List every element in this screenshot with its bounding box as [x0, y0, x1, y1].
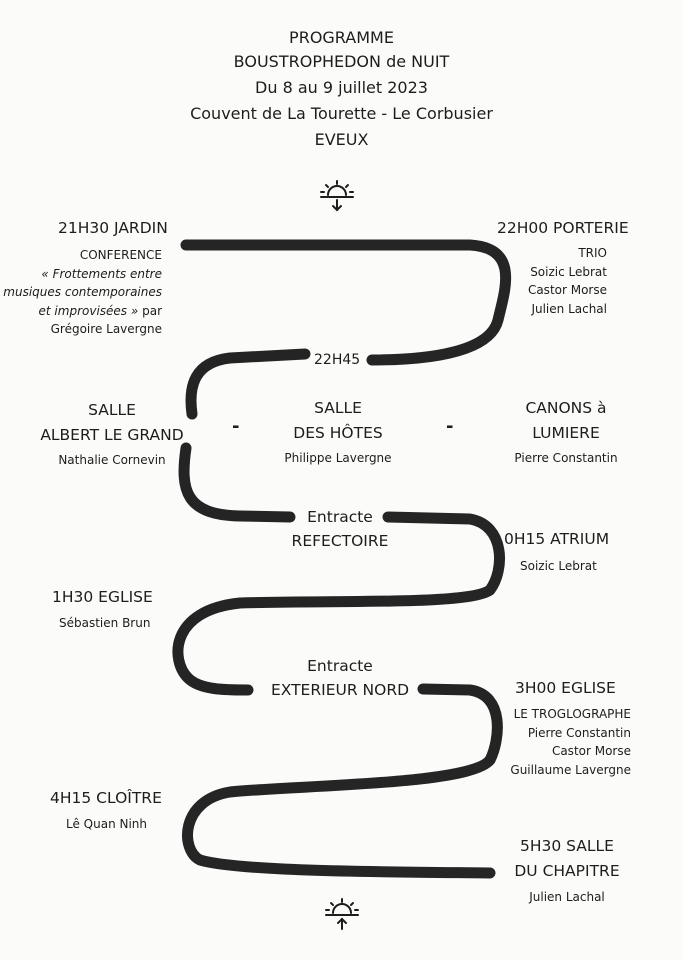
event-jardin-line2: « Frottements entre	[41, 266, 162, 281]
event-hotes-line2: DES HÔTES	[293, 424, 383, 442]
separator-1: -	[232, 416, 240, 437]
event-canons-line2: LUMIERE	[532, 424, 600, 442]
event-chapitre-artist: Julien Lachal	[529, 890, 605, 904]
event-jardin-type: CONFERENCE	[79, 248, 162, 262]
event-jardin-title: 21H30 JARDIN	[58, 219, 168, 237]
event-eglise1-artist: Sébastien Brun	[59, 616, 151, 630]
event-porterie-artist-1: Soizic Lebrat	[530, 264, 607, 279]
event-cloitre-artist: Lê Quan Ninh	[66, 817, 148, 831]
event-atrium-artist: Soizic Lebrat	[520, 559, 597, 573]
event-albert	[12, 398, 212, 470]
event-canons-line1: CANONS à	[525, 399, 607, 417]
event-eglise2-title: 3H00 EGLISE	[515, 679, 616, 697]
event-chapitre-line1: 5H30 SALLE	[520, 837, 614, 855]
event-porterie-artist-3: Julien Lachal	[531, 301, 607, 316]
event-albert-artist: Nathalie Cornevin	[58, 453, 166, 467]
entracte-refectoire-label: Entracte	[307, 508, 373, 526]
entracte-refectoire	[240, 505, 440, 553]
event-porterie-type: TRIO	[578, 246, 607, 260]
event-hotes-line1: SALLE	[314, 399, 362, 417]
event-cloitre-title: 4H15 CLOÎTRE	[50, 789, 162, 807]
event-canons-artist: Pierre Constantin	[514, 451, 618, 465]
path-segment-1	[186, 245, 506, 360]
event-porterie-desc	[528, 244, 607, 318]
event-jardin-line4-italic: et improvisées »	[38, 303, 139, 318]
entracte-exterieur-label: Entracte	[307, 657, 373, 675]
event-jardin-line4-rest: par	[138, 303, 162, 318]
event-jardin-speaker: Grégoire Lavergne	[50, 322, 162, 336]
event-albert-line1: SALLE	[88, 401, 136, 419]
path-segment-5	[188, 689, 498, 873]
sunrise-icon	[322, 896, 362, 932]
header-venue: Couvent de La Tourette - Le Corbusier	[190, 104, 493, 123]
event-porterie-artist-2: Castor Morse	[527, 283, 607, 297]
event-hotes-artist: Philippe Lavergne	[284, 451, 392, 465]
entracte-exterieur-place: EXTERIEUR NORD	[270, 681, 410, 699]
header-subtitle: BOUSTROPHEDON de NUIT	[233, 52, 450, 71]
event-jardin-line4	[3, 302, 162, 321]
header-title: PROGRAMME	[289, 28, 394, 47]
event-eglise2-desc	[510, 705, 631, 779]
separator-2: -	[446, 416, 454, 437]
header-dates: Du 8 au 9 juillet 2023	[255, 78, 428, 97]
event-chapitre-line2: DU CHAPITRE	[514, 862, 620, 880]
event-hotes	[238, 396, 438, 468]
event-atrium-title: 0H15 ATRIUM	[504, 530, 610, 548]
event-eglise2-ensemble: LE TROGLOGRAPHE	[513, 707, 631, 721]
entracte-refectoire-place: REFECTOIRE	[291, 532, 389, 550]
event-eglise1-title: 1H30 EGLISE	[52, 588, 153, 606]
header-town: EVEUX	[314, 130, 369, 149]
entracte-exterieur	[240, 654, 440, 702]
event-chapitre	[492, 834, 642, 907]
event-eglise2-artist-3: Guillaume Lavergne	[510, 762, 631, 777]
event-jardin-line3: musiques contemporaines	[3, 285, 162, 299]
event-albert-line2: ALBERT LE GRAND	[40, 426, 184, 444]
time-2245: 22H45	[314, 352, 361, 368]
event-eglise2-artist-2: Castor Morse	[551, 744, 631, 758]
event-eglise2-artist-1: Pierre Constantin	[527, 725, 631, 740]
event-jardin-desc	[3, 246, 162, 339]
event-porterie-title: 22H00 PORTERIE	[497, 219, 629, 237]
event-canons	[466, 396, 666, 468]
